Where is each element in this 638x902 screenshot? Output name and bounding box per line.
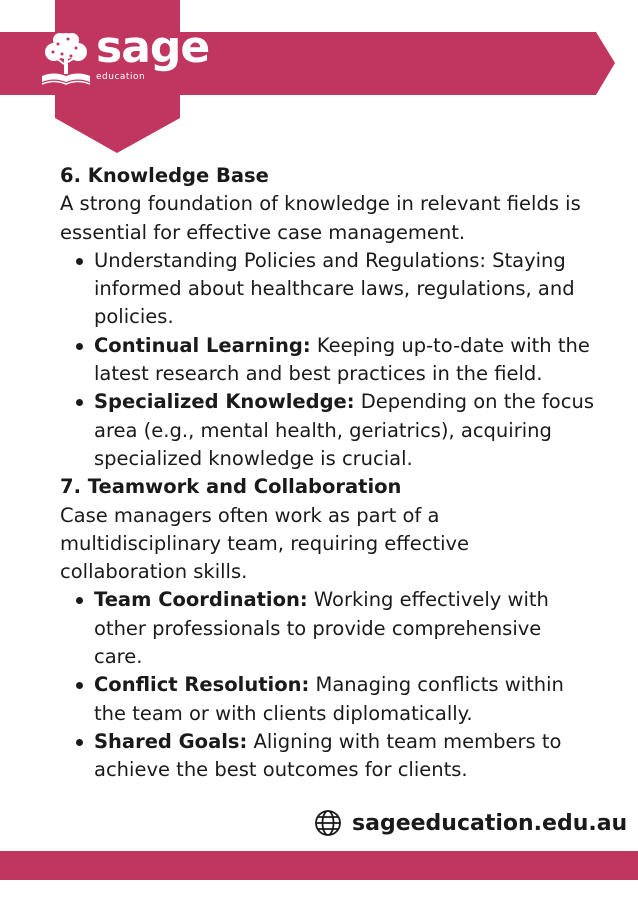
website-link[interactable] (314, 806, 627, 840)
item-label: Shared Goals: (94, 729, 248, 753)
item-label: Continual Learning: (94, 333, 311, 357)
item-text: Working effectively with other professionals to provide comprehensive care. (94, 588, 549, 669)
tree-book-icon (38, 30, 94, 90)
list-item (94, 586, 564, 671)
section-knowledge-base (60, 162, 600, 473)
item-label: Specialized Knowledge: (94, 390, 355, 414)
bullet-list (60, 247, 600, 473)
item-text: Keeping up-to-date with the latest research and best practices in the field. (94, 333, 590, 386)
item-text: Understanding Policies and Regulations: Staying informed about healthcare laws, regulations, and policies. (94, 248, 575, 329)
section-intro: A strong foundation of knowledge in relevant fields is essential for effective case management. (60, 192, 581, 244)
main-content (60, 162, 600, 785)
list-item (94, 671, 564, 728)
brand-logo[interactable] (38, 22, 210, 94)
section-heading: 7. Teamwork and Collaboration (60, 475, 402, 499)
website-url[interactable]: sageeducation.edu.au (352, 810, 628, 836)
list-item (94, 332, 600, 389)
list-item (94, 728, 564, 785)
list-item (94, 388, 600, 473)
item-text: Depending on the focus area (e.g., mental health, geriatrics), acquiring specialized knowledge is crucial. (94, 390, 594, 470)
section-teamwork (60, 473, 600, 784)
item-text: Aligning with team members to achieve the best outcomes for clients. (94, 729, 562, 782)
bullet-list (60, 586, 600, 784)
item-label: Conflict Resolution: (94, 673, 310, 697)
list-item (94, 247, 600, 332)
section-heading: 6. Knowledge Base (60, 164, 269, 187)
section-intro: Case managers often work as part of a multidisciplinary team, requiring effective collaboration skills. (60, 503, 470, 584)
item-label: Team Coordination: (94, 588, 308, 612)
brand-tagline: education (96, 72, 146, 82)
globe-icon (314, 809, 342, 837)
item-text: Managing conflicts within the team or with clients diplomatically. (94, 673, 564, 725)
brand-name: sage (96, 22, 210, 73)
footer-bar (0, 851, 638, 880)
